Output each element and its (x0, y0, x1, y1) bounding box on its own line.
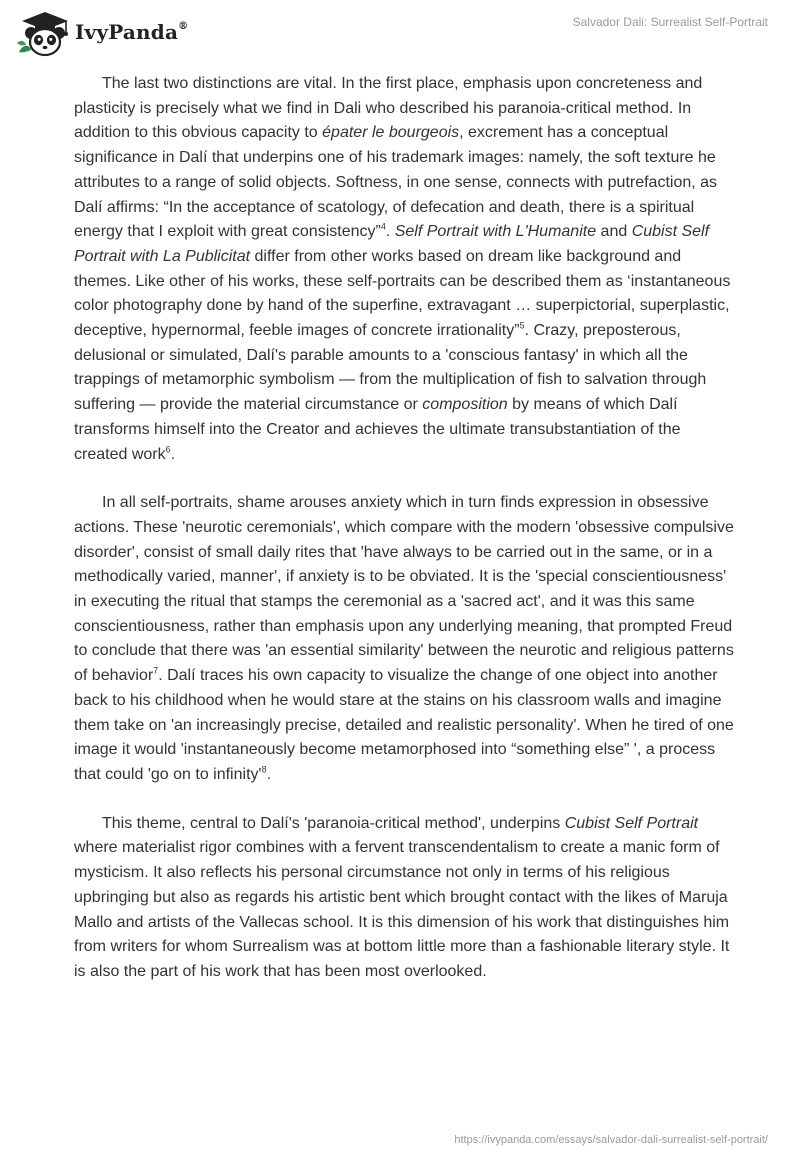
panda-graduate-logo-icon[interactable] (16, 10, 74, 58)
artwork-title: Self Portrait with L'Humanite (394, 223, 597, 241)
paragraph-3 (74, 812, 734, 985)
footnote-ref: 8 (261, 764, 267, 775)
text-run: and (596, 223, 632, 241)
document-title: Salvador Dali: Surrealist Self-Portrait (572, 15, 768, 29)
text-run: . Crazy, preposterous, delusional or simulated, Dalí's parable amounts to a 'conscious fantasy' in which all the trappings of metamorphic symbolism — from the multiplication of fish to salvation through suffering — provide the material circumstance or (74, 322, 707, 414)
text-run: . Dalí traces his own capacity to visualize the change of one object into another back to his childhood when he would stare at the stains on his classroom walls and imagine them take on 'an increasingly precise, detailed and realistic personality'. When he tired of one image it would 'instantaneously become metamorphosed into “something else” ', a process that could 'go on to infinity' (74, 667, 734, 783)
italic-phrase: composition (422, 396, 508, 414)
paragraph-2 (74, 491, 734, 787)
registered-mark: ® (178, 21, 189, 33)
footnote-ref: 5 (519, 320, 525, 331)
footnote-ref: 7 (153, 665, 159, 676)
artwork-title: Cubist Self Portrait with La Publicitat (74, 223, 710, 265)
text-run: In all self-portraits, shame arouses anxiety which in turn finds expression in obsessive actions. These 'neurotic ceremonials', which compare with the modern 'obsessive compulsive disorder', consist of small daily rites that 'have always to be carried out in the same, or in a methodically varied, manner', if anxiety is to be obviated. It is the 'special conscientiousness' in executing the ritual that stamps the ceremonial as a 'sacred act', and it was this same conscientiousness, rather than emphasis upon any underlying meaning, that prompted Freud to conclude that there was 'an essential similarity' between the neurotic and religious patterns of behavior (74, 494, 734, 685)
paragraph-1 (74, 72, 734, 467)
text-run: differ from other works based on dream like background and themes. Like other of his works, these self-portraits can be described them as ‘instantaneous color photography done by hand of the superfine, extravagant … superpictorial, superplastic, deceptive, hypernormal, feeble images of concrete irrationality” (74, 247, 731, 340)
footnote-ref: 4 (380, 221, 386, 232)
text-run: by means of which Dalí transforms himself into the Creator and achieves the ultimate transubstantiation of the created work (74, 396, 681, 463)
text-run: The last two distinctions are vital. In the first place, emphasis upon concreteness and plasticity is precisely what we find in Dali who described his paranoia-critical method. In addition to this obvious capacity to (74, 75, 703, 142)
text-run: where materialist rigor combines with a fervent transcendentalism to create a manic form of mysticism. It also reflects his personal circumstance not only in terms of his religious upbringing but also as regards his artistic bent which brought contact with the likes of Maruja Mallo and artists of the Vallecas school. It is this dimension of his work that distinguishes him from writers for whom Surrealism was at bottom little more than a fashionable literary style. It is also the part of his work that has been most overlooked. (74, 839, 730, 980)
artwork-title: Cubist Self Portrait (564, 814, 699, 832)
text-run: . (170, 445, 176, 463)
footnote-ref: 6 (165, 444, 171, 455)
brand-name[interactable] (75, 20, 188, 44)
page-header (0, 0, 800, 64)
text-run: . (266, 765, 272, 783)
text-run: . (385, 223, 395, 241)
source-url[interactable]: https://ivypanda.com/essays/salvador-dali-surrealist-self-portrait/ (454, 1134, 768, 1146)
essay-body (74, 72, 734, 1009)
text-run: , excrement has a conceptual significance in Dalí that underpins one of his trademark images: namely, the soft texture he attributes to a range of solid objects. Softness, in one sense, connects with putrefaction, as Dalí affirms: “In the acceptance of scatology, of defecation and death, there is a spiritual energy that I exploit with great consistency” (74, 124, 718, 241)
brand-text: IvyPanda (75, 20, 179, 44)
text-run: This theme, central to Dalí's 'paranoia-critical method', underpins (102, 814, 565, 832)
italic-phrase: épater le bourgeois (322, 124, 460, 142)
